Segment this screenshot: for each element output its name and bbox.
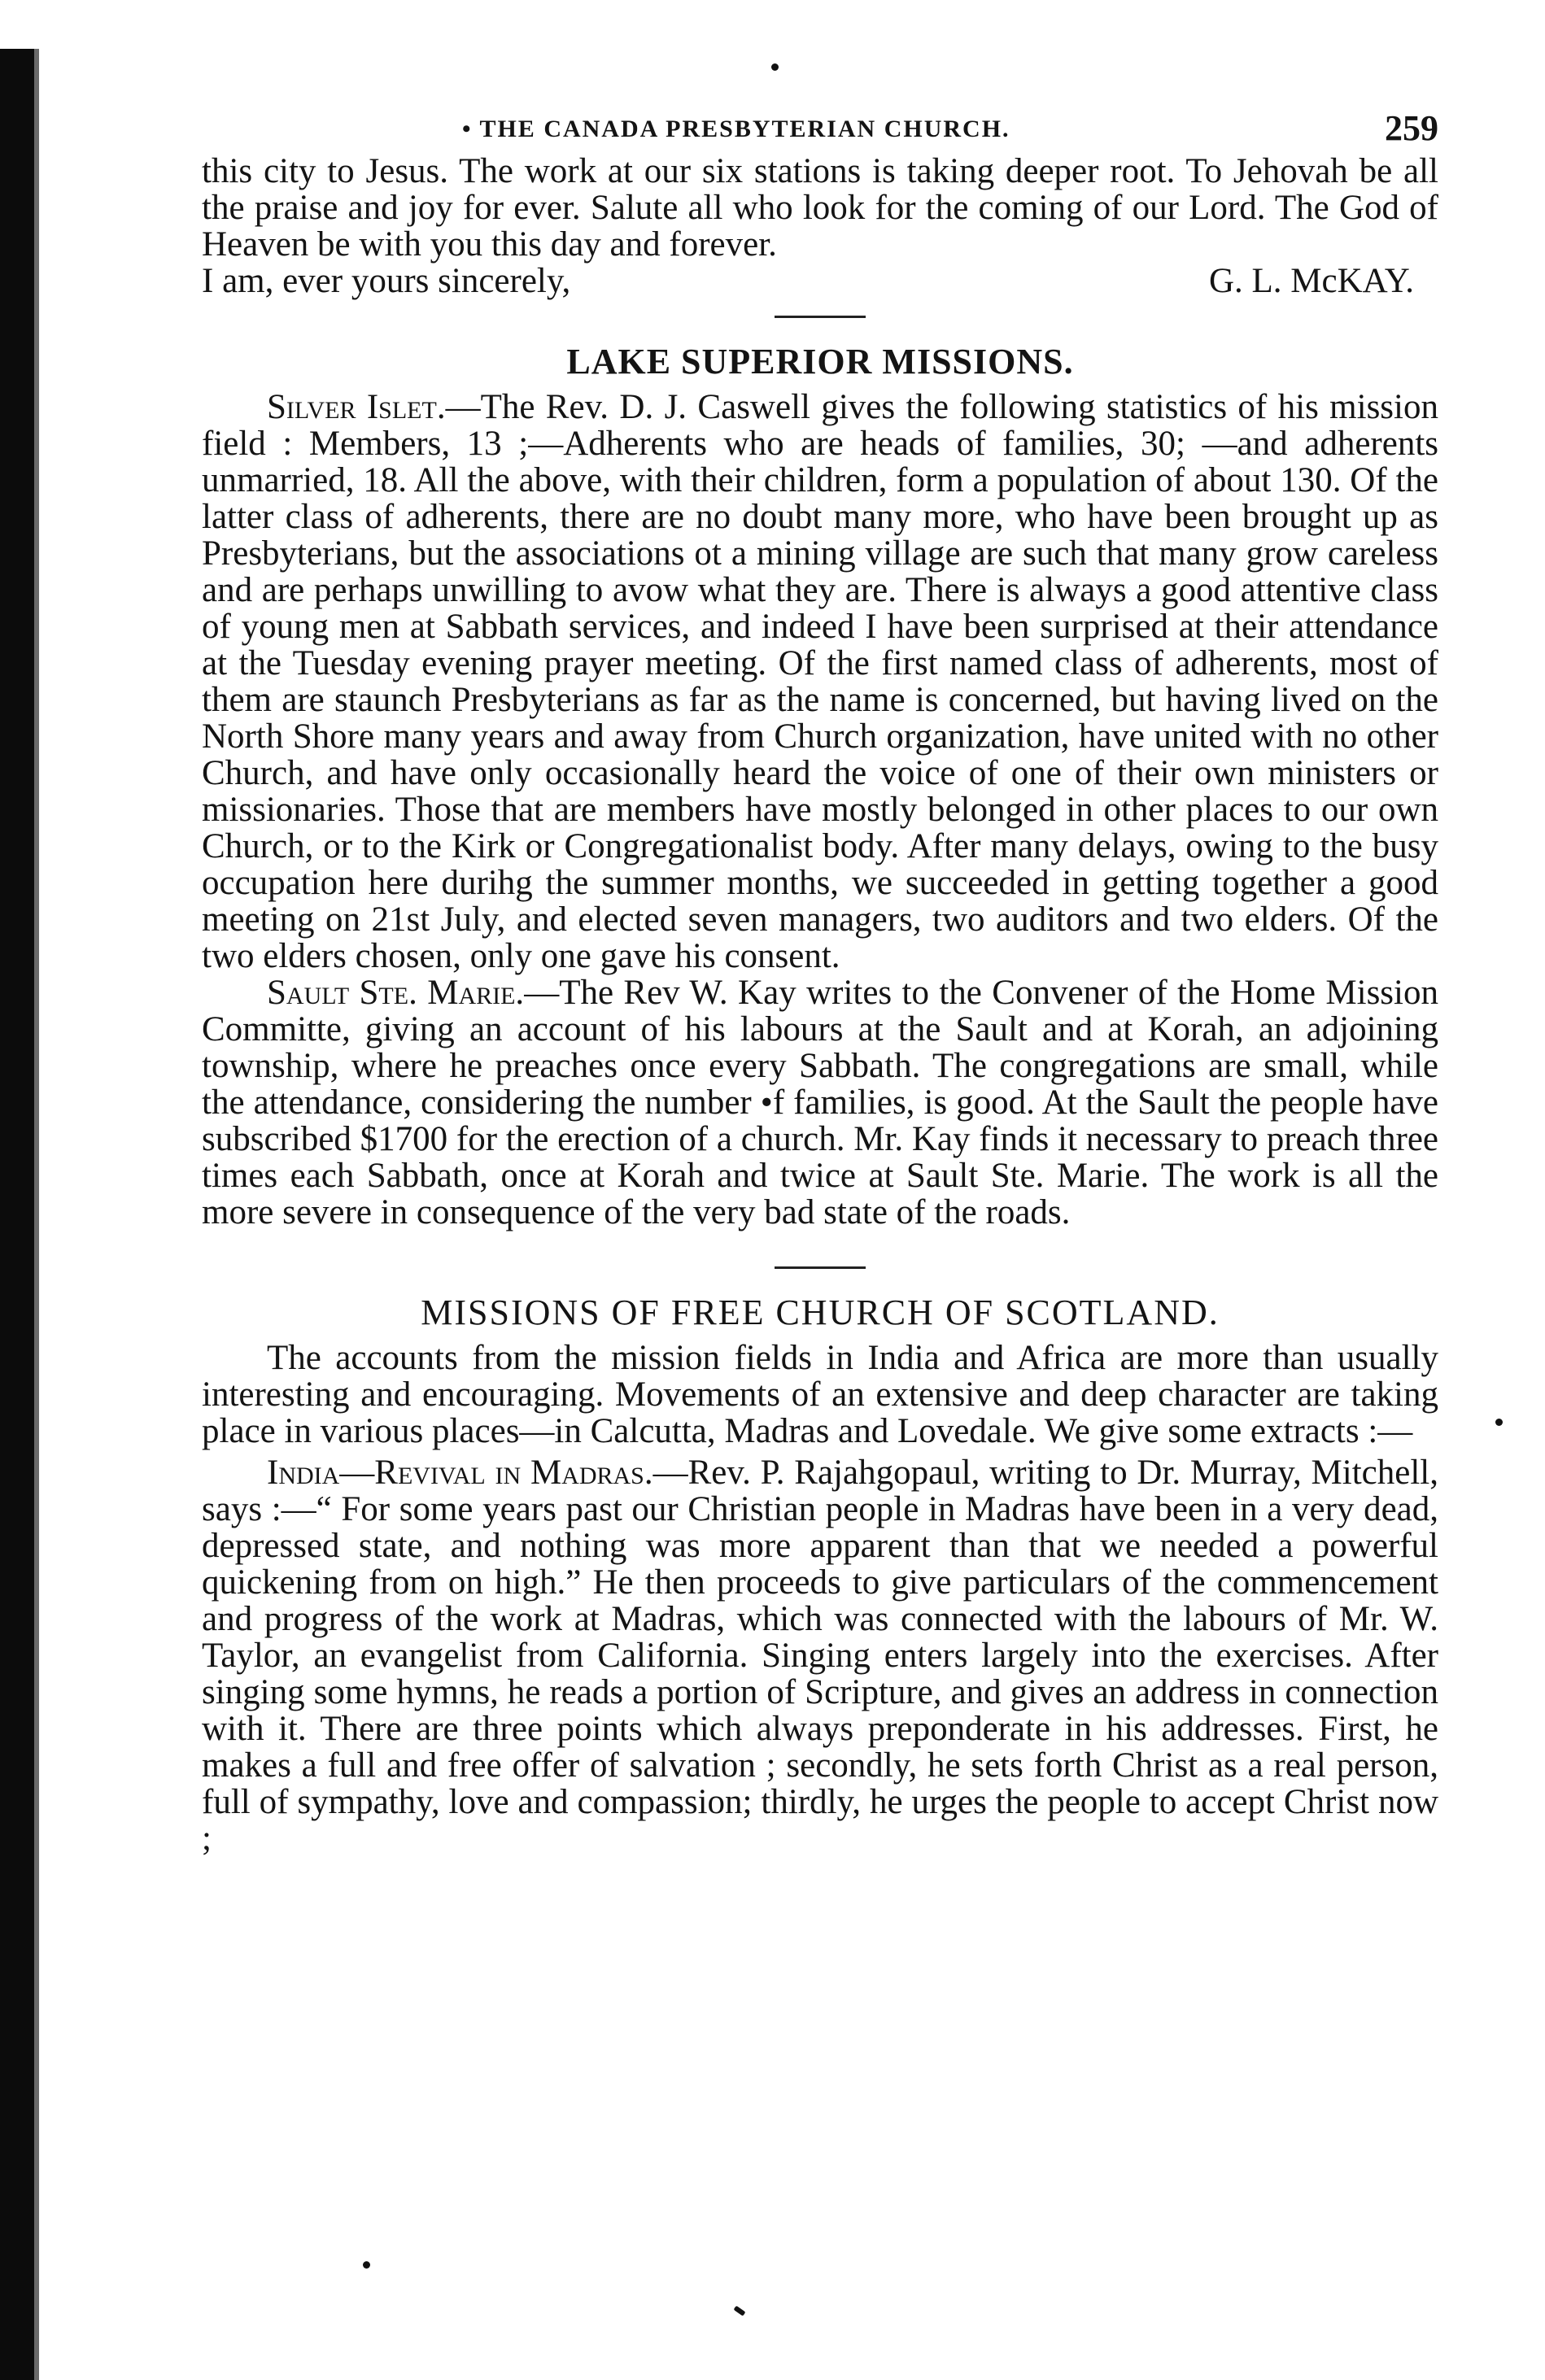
scan-edge-shadow (34, 49, 39, 2380)
section-divider (775, 316, 866, 318)
ink-speck (771, 63, 779, 71)
silver-islet-paragraph (202, 389, 1438, 974)
india-text: —Rev. P. Rajahgopaul, writing to Dr. Murray, Mitchell, says :—“ For some years past our Christian people in Madras have been in a very dead, depressed state, and nothing was more apparent than that we needed a powerful quickening from on high.” He then proceeds to give particulars of the commencement and progress of the work at Madras, which was connected with the labours of Mr. W. Taylor, an evangelist from California. Singing enters largely into the exercises. After singing some hymns, he reads a portion of Scripture, and gives an address in connection with it. There are three points which always preponderate in his addresses. First, he makes a full and free offer of salvation ; secondly, he sets forth Christ as a real person, full of sympathy, love and compassion; thirdly, he urges the people to accept Christ now ; (202, 1454, 1438, 1858)
india-label: India—Revival in Madras. (267, 1454, 653, 1492)
india-paragraph (202, 1454, 1438, 1857)
letter-signoff (202, 263, 1438, 299)
sault-text: —The Rev W. Kay writes to the Convener of the Home Mission Committe, giving an account of his labours at the Sault and at Korah, an adjoining township, where he preaches once every Sabbath. The congregations are small, while the attendance, considering the number •f families, is good. At the Sault the people have subscribed $1700 for the erection of a church. Mr. Kay finds it necessary to preach three times each Sabbath, once at Korah and twice at Sault Ste. Marie. The work is all the more severe in consequence of the very bad state of the roads. (202, 974, 1438, 1231)
sault-paragraph (202, 974, 1438, 1231)
silver-islet-text: —The Rev. D. J. Caswell gives the following statistics of his mission field : Members, 13 ;—Adherents who are heads of families, 30; —and adherents unmarried, 18. All the above, with their children, form a population of about 130. Of the latter class of adherents, there are no doubt many more, who have been brought up as Presbyterians, but the associations ot a mining village are such that many grow careless and are perhaps unwilling to avow what they are. There is always a good attentive class of young men at Sabbath services, and indeed I have been surprised at their attendance at the Tuesday evening prayer meeting. Of the first named class of adherents, most of them are staunch Presbyterians as far as the name is concerned, but having lived on the North Shore many years and away from Church organization, have united with no other Church, and have only occasionally heard the voice of one of their own ministers or missionaries. Those that are members have mostly belonged in other places to our own Church, or to the Kirk or Congregationalist body. After many delays, owing to the busy occupation here durihg the summer months, we succeeded in getting together a good meeting on 21st July, and elected seven managers, two auditors and two elders. Of the two elders chosen, only one gave his consent. (202, 388, 1438, 975)
running-head (202, 104, 1438, 153)
ink-speck (363, 2261, 370, 2269)
page (202, 104, 1438, 1857)
section-divider (775, 1266, 866, 1269)
silver-islet-label: Silver Islet. (267, 388, 446, 426)
letter-text: this city to Jesus. The work at our six stations is taking deeper root. To Jehovah be all the praise and joy for ever. Salute all who look for the coming of our Lord. The God of Heaven be with you this day and forever. (202, 152, 1438, 264)
letter-closing: I am, ever yours sincerely, (202, 262, 571, 300)
ink-speck (734, 2306, 746, 2317)
running-title: • THE CANADA PRESBYTERIAN CHURCH. (462, 116, 1010, 142)
letter-end (202, 153, 1438, 299)
free-church-heading: MISSIONS OF FREE CHURCH OF SCOTLAND. (421, 1292, 1220, 1332)
letter-signature: G. L. McKAY. (1208, 262, 1414, 300)
sault-label: Sault Ste. Marie. (267, 974, 525, 1012)
free-church-section (202, 1340, 1438, 1857)
page-number: 259 (1385, 108, 1438, 148)
free-church-intro: The accounts from the mission fields in India and Africa are more than usually interesting and encouraging. Movements of an extensive and deep character are taking place in various places—in Calcutta, Madras and Lovedale. We give some extracts :— (202, 1339, 1438, 1450)
scan-edge (0, 49, 34, 2380)
lake-superior-section (202, 389, 1438, 1231)
lake-superior-heading: LAKE SUPERIOR MISSIONS. (566, 342, 1074, 381)
ink-speck (1495, 1419, 1503, 1426)
